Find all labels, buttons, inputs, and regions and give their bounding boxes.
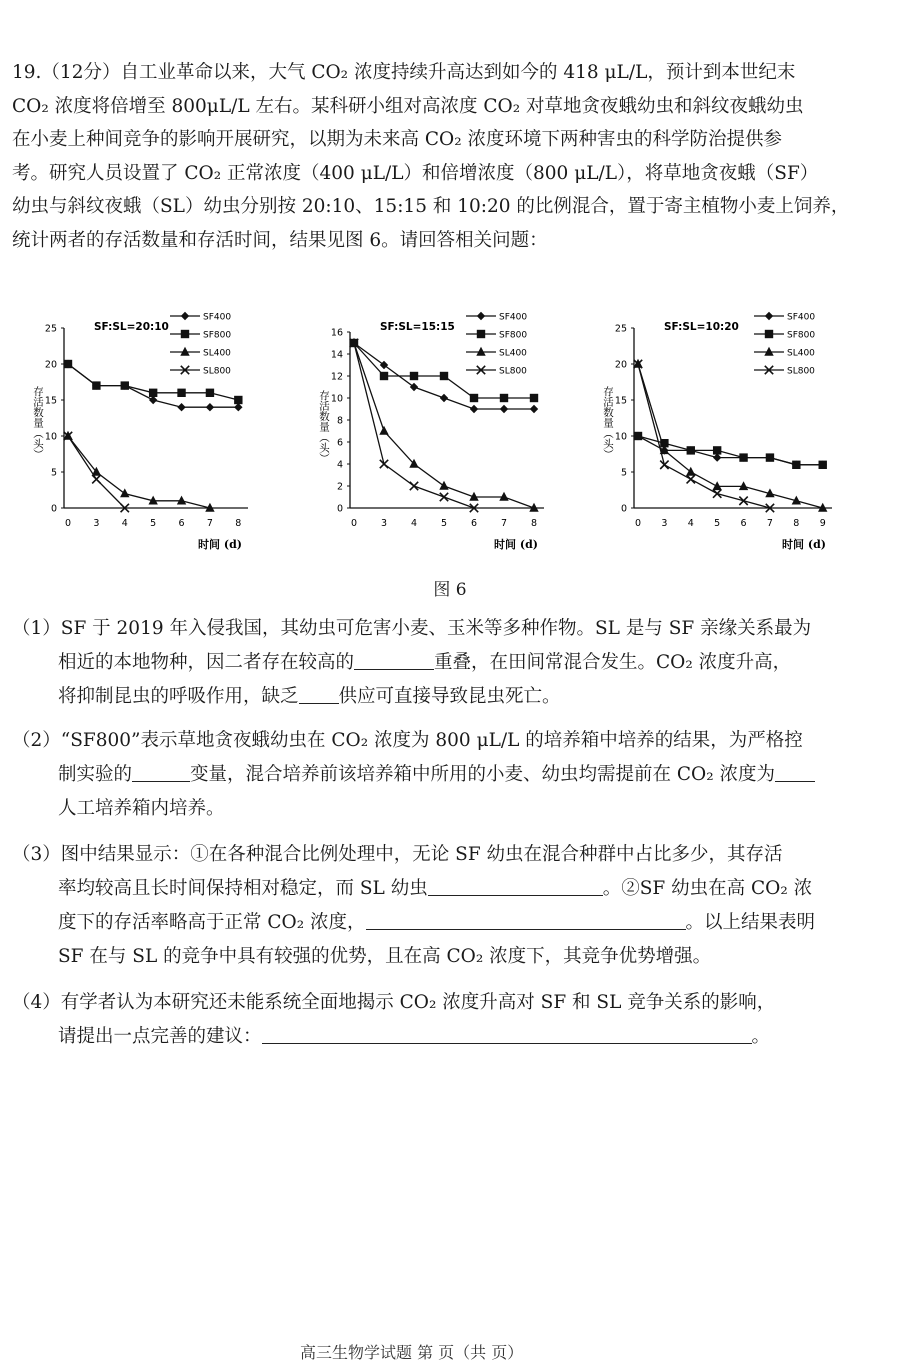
x-tick-label: 8 [793,518,800,529]
y-axis-label: 存活数量（头） [602,386,614,460]
legend-marker-diamond [477,312,485,320]
data-point-SL400 [120,488,129,497]
legend-marker-triangle [180,347,189,356]
data-point-SF800 [500,394,508,402]
y-tick-label: 10 [614,431,627,443]
y-tick-label: 12 [330,371,343,383]
x-tick-label: 5 [714,518,721,529]
data-point-SF800 [792,461,800,469]
data-point-SL400 [499,492,508,501]
sub4-line1: （4）有学者认为本研究还未能系统全面地揭示 CO₂ 浓度升高对 SF 和 SL 竞争关系的影响， [12,992,776,1013]
data-point-SF400 [470,405,478,413]
x-tick-label: 7 [206,518,213,529]
subquestion-2 [12,724,892,826]
x-axis-label: 时间 (d) [494,538,538,551]
x-tick-label: 9 [819,518,826,529]
chart-sf-sl-20-10 [20,300,280,560]
data-point-SF400 [206,403,214,411]
x-tick-label: 6 [470,518,478,529]
data-point-SL400 [177,496,186,505]
legend-marker-diamond [181,312,189,320]
sub2-line1: （2）“SF800”表示草地贪夜蛾幼虫在 CO₂ 浓度为 800 μL/L 的培养箱中培养的结果，为严格控 [12,730,803,751]
intro-line: 在小麦上种间竞争的影响开展研究，以期为未来高 CO₂ 浓度环境下两种害虫的科学防治提供参 [12,129,783,150]
x-tick-label: 7 [766,518,773,529]
intro-line: CO₂ 浓度将倍增至 800μL/L 左右。某科研小组对高浓度 CO₂ 对草地贪夜蛾幼虫和斜纹夜蛾幼虫 [12,95,804,117]
data-point-SF800 [739,453,747,461]
sub2-line3: 人工培养箱内培养。 [58,798,225,819]
data-point-SF800 [634,432,642,440]
data-point-SL800 [380,460,388,468]
x-tick-label: 6 [178,518,185,529]
x-tick-label: 0 [64,518,72,529]
intro-line: 幼虫与斜纹夜蛾（SL）幼虫分别按 20:10、15:15 和 10:20 的比例混合，置于寄主植物小麦上饲养， [12,196,850,217]
data-point-SF400 [530,405,538,413]
chart-sf-sl-15-15 [312,300,572,560]
data-point-SL800 [739,497,747,505]
x-tick-label: 5 [150,518,157,529]
legend-label: SF400 [499,312,528,323]
data-point-SL800 [687,475,695,483]
question-19-intro [12,56,888,257]
x-tick-label: 4 [410,518,418,529]
data-point-SL400 [686,467,695,476]
data-point-SL800 [713,489,721,497]
subquestion-4 [12,986,892,1054]
figure-caption: 图 6 [433,580,467,600]
x-tick-label: 0 [350,518,358,529]
y-axis-label: 存活数量（头） [318,390,330,464]
sub3-line3: 度下的存活率略高于正常 CO₂ 浓度， 。以上结果表明 [12,906,892,940]
data-point-SL800 [660,461,668,469]
intro-line: 19.（12分）自工业革命以来，大气 CO₂ 浓度持续升高达到如今的 418 μL/L，预计到本世纪末 [12,62,796,83]
sub3-line4: SF 在与 SL 的竞争中具有较强的优势，且在高 CO₂ 浓度下，其竞争优势增强。 [58,946,712,967]
legend-label: SF400 [203,312,232,323]
y-tick-label: 25 [614,323,627,335]
y-tick-label: 6 [336,437,343,449]
x-tick-label: 3 [380,518,388,529]
legend-label: SF800 [787,330,816,341]
data-point-SL800 [92,475,100,483]
sub4-line2: 请提出一点完善的建议： 。 [12,1020,892,1054]
sub1-line2: 相近的本地物种，因二者存在较高的 重叠，在田间常混合发生。CO₂ 浓度升高， [12,646,892,680]
y-tick-label: 4 [336,459,343,471]
data-point-SF400 [177,403,185,411]
y-tick-label: 20 [614,359,627,371]
legend-marker-square [181,330,189,338]
legend-label: SL400 [787,348,815,359]
x-axis-label: 时间 (d) [782,538,826,551]
y-axis-label: 存活数量（头） [32,386,44,460]
y-tick-label: 15 [44,395,57,407]
data-point-SF400 [149,396,157,404]
answer-blank[interactable] [428,875,603,896]
data-point-SF400 [234,403,242,411]
data-point-SL800 [440,493,448,501]
legend-marker-square [477,330,485,338]
sub3-line2: 率均较高且长时间保持相对稳定，而 SL 幼虫 。②SF 幼虫在高 CO₂ 浓 [12,872,892,906]
legend-label: SF400 [787,312,816,323]
data-point-SF800 [234,396,242,404]
sub1-line3: 将抑制昆虫的呼吸作用，缺乏 供应可直接导致昆虫死亡。 [12,680,892,714]
legend-label: SL400 [203,348,231,359]
data-point-SF800 [440,372,448,380]
answer-blank[interactable] [262,1023,752,1044]
series-line-SL800 [354,343,474,508]
series-line-SL800 [638,364,770,508]
sub3-line1: （3）图中结果显示：①在各种混合比例处理中，无论 SF 幼虫在混合种群中占比多少，其存活 [12,844,783,865]
y-tick-label: 0 [50,503,57,515]
x-tick-label: 8 [530,518,538,529]
y-tick-label: 16 [330,327,343,339]
chart-title: SF:SL=20:10 [94,321,169,333]
legend-marker-square [765,330,773,338]
data-point-SF800 [470,394,478,402]
data-point-SL800 [410,482,418,490]
subquestion-3 [12,838,892,974]
legend-marker-triangle [476,347,485,356]
answer-blank[interactable] [354,649,434,670]
x-tick-label: 5 [440,518,448,529]
data-point-SF800 [92,381,100,389]
x-tick-label: 3 [93,518,100,529]
data-point-SF800 [380,372,388,380]
legend-label: SF800 [203,330,232,341]
x-tick-label: 3 [661,518,668,529]
legend-marker-triangle [764,347,773,356]
series-line-SL400 [68,436,210,508]
answer-blank[interactable] [132,761,190,782]
y-tick-label: 15 [614,395,627,407]
data-point-SF800 [121,381,129,389]
answer-blank[interactable] [775,761,815,782]
x-tick-label: 8 [235,518,242,529]
x-tick-label: 4 [687,518,694,529]
data-point-SL400 [439,481,448,490]
sub2-line2: 制实验的 变量，混合培养前该培养箱中所用的小麦、幼虫均需提前在 CO₂ 浓度为 [12,758,892,792]
data-point-SL400 [712,481,721,490]
series-line-SL400 [638,364,823,508]
legend-label: SL400 [499,348,527,359]
data-point-SL400 [739,481,748,490]
y-tick-label: 0 [620,503,627,515]
y-tick-label: 10 [330,393,343,405]
y-tick-label: 10 [44,431,57,443]
x-axis-label: 时间 (d) [198,538,242,551]
y-tick-label: 0 [336,503,343,515]
x-tick-label: 4 [121,518,128,529]
legend-label: SL800 [203,366,231,377]
figure-6 [0,300,900,570]
legend-label: SL800 [499,366,527,377]
x-tick-label: 7 [500,518,508,529]
legend-label: SF800 [499,330,528,341]
chart-sf-sl-10-20 [596,300,856,560]
y-tick-label: 25 [44,323,57,335]
x-tick-label: 6 [740,518,747,529]
legend-label: SL800 [787,366,815,377]
y-tick-label: 5 [50,467,57,479]
data-point-SF800 [206,389,214,397]
sub1-line1: （1）SF 于 2019 年入侵我国，其幼虫可危害小麦、玉米等多种作物。SL 是与 SF 亲缘关系最为 [12,618,812,639]
data-point-SF800 [530,394,538,402]
data-point-SF800 [64,360,72,368]
chart-title: SF:SL=10:20 [664,321,739,333]
y-tick-label: 8 [336,415,343,427]
data-point-SF400 [500,405,508,413]
data-point-SF800 [687,446,695,454]
data-point-SF800 [410,372,418,380]
data-point-SF800 [766,453,774,461]
subquestion-1 [12,612,892,714]
legend-marker-diamond [765,312,773,320]
x-tick-label: 0 [634,518,642,529]
y-tick-label: 5 [620,467,627,479]
data-point-SF800 [149,389,157,397]
answer-blank[interactable] [299,683,339,704]
intro-line: 考。研究人员设置了 CO₂ 正常浓度（400 μL/L）和倍增浓度（800 μL/L），将草地贪夜蛾（SF） [12,162,819,184]
y-tick-label: 14 [330,349,343,361]
data-point-SF400 [440,394,448,402]
data-point-SF800 [819,461,827,469]
page-footer: 高三生物学试题 第 页（共 页） [300,1343,524,1362]
data-point-SF800 [713,446,721,454]
chart-title: SF:SL=15:15 [380,321,455,333]
data-point-SL400 [379,426,388,435]
y-tick-label: 2 [336,481,343,493]
y-tick-label: 20 [44,359,57,371]
data-point-SF400 [713,453,721,461]
intro-line: 统计两者的存活数量和存活时间，结果见图 6。请回答相关问题： [12,229,548,251]
answer-blank[interactable] [366,909,686,930]
data-point-SF800 [177,389,185,397]
